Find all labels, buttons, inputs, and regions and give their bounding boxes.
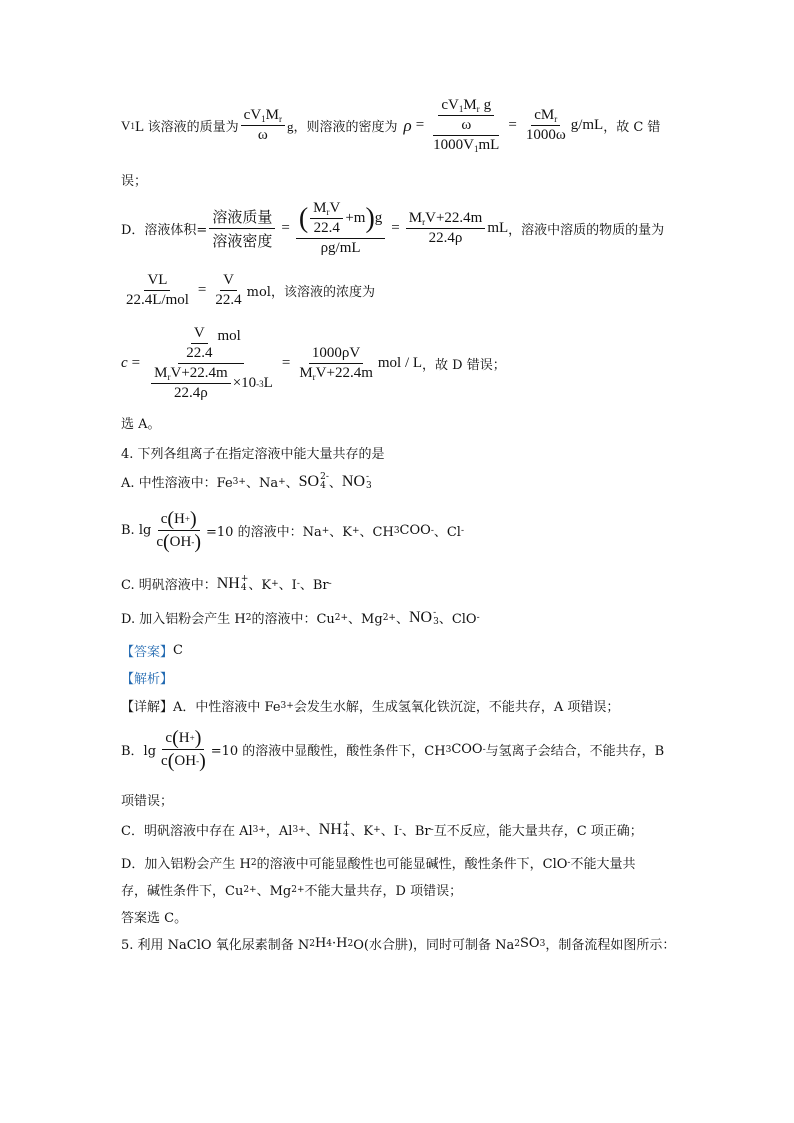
question-4: [121, 443, 385, 462]
fraction-concentration: [146, 325, 276, 402]
equals: =: [281, 355, 291, 371]
ion-charge: [366, 473, 372, 491]
numerator: cM: [534, 107, 555, 123]
ion-charge: [343, 821, 351, 839]
detail-conclusion: [121, 907, 187, 926]
subscript: r: [312, 372, 316, 382]
superscript: -: [398, 824, 402, 835]
numerator: VL: [144, 272, 170, 291]
denominator: 22.4ρ: [428, 230, 463, 246]
denominator: M: [299, 365, 313, 381]
line-density-calc: [121, 97, 660, 154]
superscript: -: [191, 537, 195, 547]
fraction-concentration-result: [296, 345, 376, 382]
text: COO: [399, 523, 431, 538]
text: B. lg: [121, 523, 152, 538]
denominator: ρg/mL: [320, 240, 361, 256]
text: =10 的溶液中显酸性，酸性条件下，CH: [210, 744, 446, 759]
c-symbol: c: [121, 355, 128, 371]
denominator: c: [161, 752, 168, 769]
subscript: 3: [539, 938, 546, 949]
superscript: 3+: [292, 824, 306, 835]
text: ，溶液中溶质的物质的量为: [508, 223, 665, 238]
inner-fraction: [183, 325, 215, 362]
text: 项错误；: [121, 794, 174, 809]
superscript: -: [433, 607, 437, 618]
rho-symbol: ρ: [403, 115, 412, 135]
unit: mol / L: [377, 355, 423, 371]
text: 互不反应，能大量共存，C 项正确；: [433, 824, 643, 839]
equals: =: [415, 117, 425, 133]
text: D．溶液体积=: [121, 223, 208, 238]
superscript: +: [278, 476, 286, 487]
denominator: ω: [461, 117, 472, 133]
subscript: 4: [320, 480, 326, 491]
superscript: -: [366, 471, 370, 482]
unit: g: [374, 210, 383, 226]
option-a: [121, 472, 372, 491]
numerator: M: [313, 200, 327, 216]
subscript: 3: [366, 480, 372, 491]
fraction-result: [523, 107, 569, 144]
answer-line: [121, 641, 183, 660]
numerator: 1000ρV: [309, 345, 363, 364]
analysis-tag: 【解析】: [121, 672, 174, 687]
subscript: 2: [514, 938, 521, 949]
text: COO: [451, 742, 483, 757]
text: ，故 D 错误；: [422, 358, 506, 373]
ion: H: [178, 729, 190, 746]
superscript: 2+: [334, 612, 349, 623]
superscript: +: [184, 514, 190, 524]
subscript: 1: [458, 104, 464, 114]
superscript: 2+: [291, 884, 305, 895]
text: 、K: [329, 525, 352, 540]
line-wrong: [121, 170, 147, 189]
superscript: 3+: [232, 476, 246, 487]
question-text: 4. 下列各组离子在指定溶液中能大量共存的是: [121, 447, 385, 462]
paren-left: (: [298, 202, 309, 234]
subscript: 3: [445, 744, 452, 755]
superscript: -3: [256, 378, 264, 389]
subscript: 2: [250, 857, 257, 868]
text: 、I: [380, 824, 399, 839]
numerator: M: [265, 107, 279, 123]
subscript: 3: [393, 525, 400, 536]
text: 、CH: [359, 525, 394, 540]
text: 、Br: [299, 578, 329, 593]
subscript: r: [554, 114, 558, 124]
unit: mol: [217, 328, 241, 344]
subscript: 2: [245, 612, 252, 623]
text: 会发生水解，生成氢氧化铁沉淀，不能共存，A 项错误；: [293, 700, 620, 715]
answer-value: C: [173, 643, 183, 658]
denominator: 22.4: [186, 345, 213, 361]
detail-tag: 【详解】: [121, 700, 174, 715]
text: 与氢离子会结合，不能共存，B: [485, 744, 665, 759]
fraction-h-oh: c ( H + ) c ( OH - ): [161, 727, 206, 772]
subscript: 3: [433, 616, 439, 627]
subscript: 2: [347, 938, 354, 949]
analysis-line: [121, 668, 173, 687]
text: mol，该溶液的浓度为: [246, 285, 375, 300]
superscript: -: [328, 578, 332, 589]
denominator: V+22.4m: [315, 365, 373, 381]
inner-fraction: [151, 365, 231, 402]
line-moles-calc: [121, 272, 375, 309]
numerator: M: [408, 210, 423, 226]
option-b: [121, 509, 464, 552]
text: 、Mg: [256, 884, 292, 899]
numerator: 溶液质量: [209, 206, 275, 229]
text: 的溶液中可能显酸性也可能显碱性，酸性条件下，ClO: [256, 857, 568, 872]
subscript: r: [476, 104, 480, 114]
superscript: 3+: [252, 824, 266, 835]
numerator: V: [329, 200, 341, 216]
text: 、: [305, 824, 319, 839]
text: A. 中性溶液中：Fe: [121, 476, 233, 491]
text: O(水合肼)，同时可制备 Na: [353, 938, 515, 953]
ion: NO: [341, 472, 365, 490]
detail-d-cont: [121, 880, 462, 899]
detail-a: [121, 696, 619, 715]
text: ，Al: [265, 824, 293, 839]
numerator: V+22.4m: [170, 365, 228, 381]
unit: mL: [487, 220, 509, 236]
text: 、K: [350, 824, 374, 839]
fraction-moles: [123, 272, 192, 309]
text: =10 的溶液中：Na: [206, 525, 322, 540]
text: 选 A。: [121, 417, 161, 432]
option-c: [121, 574, 332, 593]
fraction-moles-result: [212, 272, 244, 309]
text: g，则溶液的密度为: [287, 119, 398, 134]
fraction-volume: [296, 200, 385, 257]
text: ，制备流程如图所示：: [545, 938, 676, 953]
line-choose-a: [121, 413, 161, 432]
numerator: V: [220, 272, 237, 291]
inner-fraction: [310, 200, 343, 237]
line-volume-calc: [121, 200, 664, 257]
denominator: 溶液密度: [212, 232, 273, 250]
ion: NH: [216, 574, 240, 592]
ion: NO: [408, 608, 433, 626]
numerator: cV: [243, 107, 262, 123]
superscript: 2+: [382, 612, 396, 623]
text: 的溶液中：Cu: [251, 612, 335, 627]
question-5: [121, 934, 675, 953]
text: H: [314, 936, 327, 951]
text: C．明矾溶液中存在 Al: [121, 824, 253, 839]
subscript: r: [422, 217, 426, 227]
equals: =: [197, 282, 207, 298]
equals: =: [391, 220, 400, 236]
ion: SO: [298, 472, 320, 490]
ion: NH: [318, 820, 342, 838]
denominator: 22.4: [215, 292, 242, 308]
numerator: cV: [441, 97, 459, 113]
text: 、ClO: [438, 612, 477, 627]
denominator: ω: [257, 127, 268, 143]
unit: g/mL: [570, 117, 604, 133]
subscript: r: [167, 372, 171, 382]
text: 、: [328, 476, 342, 491]
superscript: -: [196, 756, 200, 766]
superscript: +: [271, 578, 279, 589]
unit: g: [483, 97, 492, 113]
text: 、Mg: [348, 612, 383, 627]
option-d: [121, 608, 480, 627]
denominator: 22.4: [313, 220, 340, 236]
superscript: 3+: [280, 700, 294, 711]
superscript: +: [373, 824, 381, 835]
subscript: 4: [326, 938, 333, 949]
superscript: +: [321, 525, 330, 536]
text: 、Br: [401, 824, 431, 839]
text: 误；: [121, 174, 148, 189]
text: 、: [285, 476, 299, 491]
superscript: -: [476, 612, 480, 623]
superscript: -: [430, 824, 434, 835]
subscript: 1: [130, 120, 135, 131]
text: 答案选 C。: [121, 911, 188, 926]
term: +m: [345, 210, 366, 226]
subscript: 1: [261, 114, 266, 124]
subscript: 1: [474, 144, 479, 154]
text: 不能大量共存，D 项错误；: [304, 884, 463, 899]
numerator: M: [463, 97, 477, 113]
superscript: +: [342, 819, 351, 830]
equals: =: [281, 220, 290, 236]
fraction-mass: [241, 107, 285, 144]
denominator: 22.4ρ: [174, 385, 208, 401]
numerator: c: [165, 729, 173, 746]
text: 、Na: [245, 476, 279, 491]
superscript: -: [430, 525, 434, 536]
text: D．加入铝粉会产生 H: [121, 857, 251, 872]
denominator: c: [156, 533, 163, 550]
fraction-density: [430, 97, 502, 154]
paren-right: ): [365, 202, 375, 234]
detail-b-cont: [121, 790, 173, 809]
text: ，故 C 错: [603, 120, 661, 135]
denominator: 1000V: [433, 137, 474, 153]
text: A．中性溶液中 Fe: [173, 700, 281, 715]
fraction-volume-result: [406, 210, 486, 247]
denominator: mL: [478, 137, 500, 153]
superscript: +: [240, 573, 249, 584]
denominator: 1000ω: [525, 127, 566, 143]
superscript: -: [296, 578, 300, 589]
superscript: -: [460, 525, 465, 536]
subscript: r: [279, 114, 282, 124]
text: ·H: [332, 936, 348, 951]
ion-charge: [320, 473, 329, 491]
numerator: M: [154, 365, 168, 381]
superscript: -: [567, 857, 571, 868]
equals: =: [131, 355, 141, 371]
text: 存，碱性条件下，Cu: [121, 884, 244, 899]
line-concentration-calc: [121, 325, 506, 402]
text: 不能大量共: [570, 857, 636, 872]
denominator: 22.4L/mol: [126, 292, 189, 308]
text: 、I: [278, 578, 297, 593]
unit: L: [263, 375, 273, 391]
subscript: r: [326, 207, 330, 217]
text: 、Cl: [433, 525, 461, 540]
text: V: [121, 117, 131, 133]
superscript: -: [482, 744, 486, 755]
subscript: 4: [342, 828, 349, 839]
superscript: +: [351, 525, 360, 536]
text: 、: [395, 612, 409, 627]
detail-d: [121, 853, 635, 872]
inner-fraction: [438, 97, 494, 134]
ion: OH: [174, 752, 197, 769]
ion-charge: [241, 575, 249, 593]
text: 、K: [248, 578, 272, 593]
detail-c: [121, 820, 643, 839]
superscript: 2+: [243, 884, 257, 895]
text: D. 加入铝粉会产生 H: [121, 612, 246, 627]
subscript: 4: [240, 582, 247, 593]
detail-b: [121, 728, 664, 771]
text: B．lg: [121, 744, 157, 759]
superscript: 2-: [320, 471, 329, 482]
fraction-h-oh: c ( H + ) c ( OH - ): [156, 508, 201, 553]
ion: OH: [169, 533, 192, 550]
numerator: V: [191, 325, 208, 344]
equals: =: [508, 117, 517, 133]
answer-tag: 【答案】: [121, 645, 174, 660]
superscript: +: [189, 733, 195, 743]
text: L 该溶液的质量为: [134, 120, 239, 135]
text: C. 明矾溶液中：: [121, 578, 217, 593]
ion: H: [174, 510, 185, 527]
numerator: V+22.4m: [425, 210, 483, 226]
text: 5. 利用 NaClO 氧化尿素制备 N: [121, 938, 310, 953]
term: ×10: [232, 375, 257, 391]
subscript: 2: [309, 938, 315, 949]
fraction-mass-density: [209, 206, 275, 251]
numerator: c: [160, 510, 168, 527]
text: SO: [520, 936, 540, 951]
